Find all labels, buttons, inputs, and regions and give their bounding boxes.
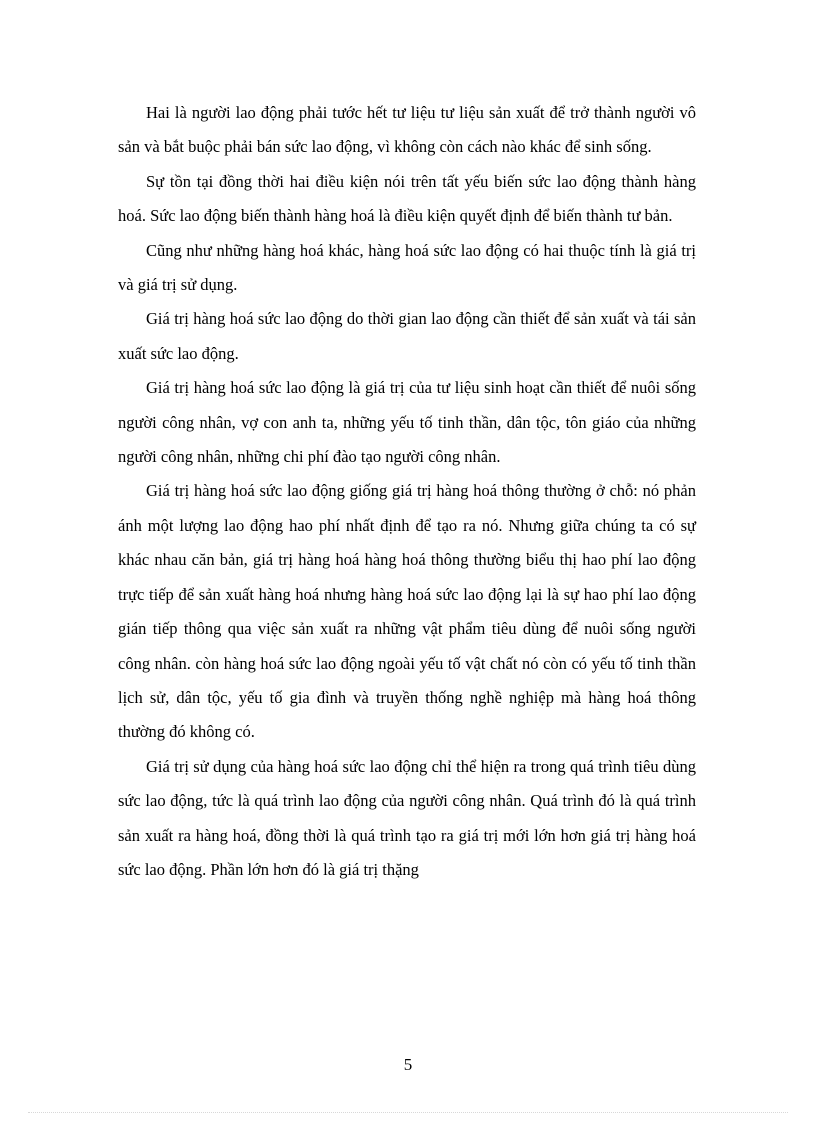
page-bottom-divider — [28, 1112, 788, 1113]
paragraph-6: Giá trị hàng hoá sức lao động giống giá trị hàng hoá thông thường ở chỗ: nó phản ánh một lượng lao động hao phí nhất định để tạo ra nó. Nhưng giữa chúng ta có sự khác nhau căn bản, giá trị hàng hoá hàng hoá thông thường biểu thị hao phí lao động trực tiếp để sản xuất hàng hoá nhưng hàng hoá sức lao động lại là sự hao phí lao động gián tiếp thông qua việc sản xuất ra những vật phẩm tiêu dùng để nuôi sống người công nhân. còn hàng hoá sức lao động ngoài yếu tố vật chất nó còn có yếu tố tinh thần lịch sử, dân tộc, yếu tố gia đình và truyền thống nghề nghiệp mà hàng hoá thông thường đó không có. — [118, 481, 696, 742]
paragraph-1: Hai là người lao động phải tước hết tư liệu tư liệu sản xuất để trở thành người vô sản và bắt buộc phải bán sức lao động, vì không còn cách nào khác để sinh sống. — [118, 103, 696, 157]
body-text — [118, 96, 696, 887]
page-number: 5 — [403, 1055, 413, 1074]
paragraph-2: Sự tồn tại đồng thời hai điều kiện nói trên tất yếu biến sức lao động thành hàng hoá. Sức lao động biến thành hàng hoá là điều kiện quyết định để biến thành tư bản. — [118, 171, 696, 226]
paragraph-7: Giá trị sử dụng của hàng hoá sức lao động chỉ thể hiện ra trong quá trình tiêu dùng sức lao động, tức là quá trình lao động của người công nhân. Quá trình đó là quá trình sản xuất ra hàng hoá, đồng thời là quá trình tạo ra giá trị mới lớn hơn giá trị hàng hoá sức lao động. Phần lớn hơn đó là giá trị thặng — [118, 756, 696, 879]
paragraph-3: Cũng như những hàng hoá khác, hàng hoá sức lao động có hai thuộc tính là giá trị và giá trị sử dụng. — [118, 240, 696, 295]
paragraph-5: Giá trị hàng hoá sức lao động là giá trị của tư liệu sinh hoạt cần thiết để nuôi sống người công nhân, vợ con anh ta, những yếu tố tinh thần, dân tộc, tôn giáo của những người công nhân, những chi phí đào tạo người công nhân. — [118, 378, 696, 467]
paragraph-4: Giá trị hàng hoá sức lao động do thời gian lao động cần thiết để sản xuất và tái sản xuất sức lao động. — [118, 309, 696, 363]
